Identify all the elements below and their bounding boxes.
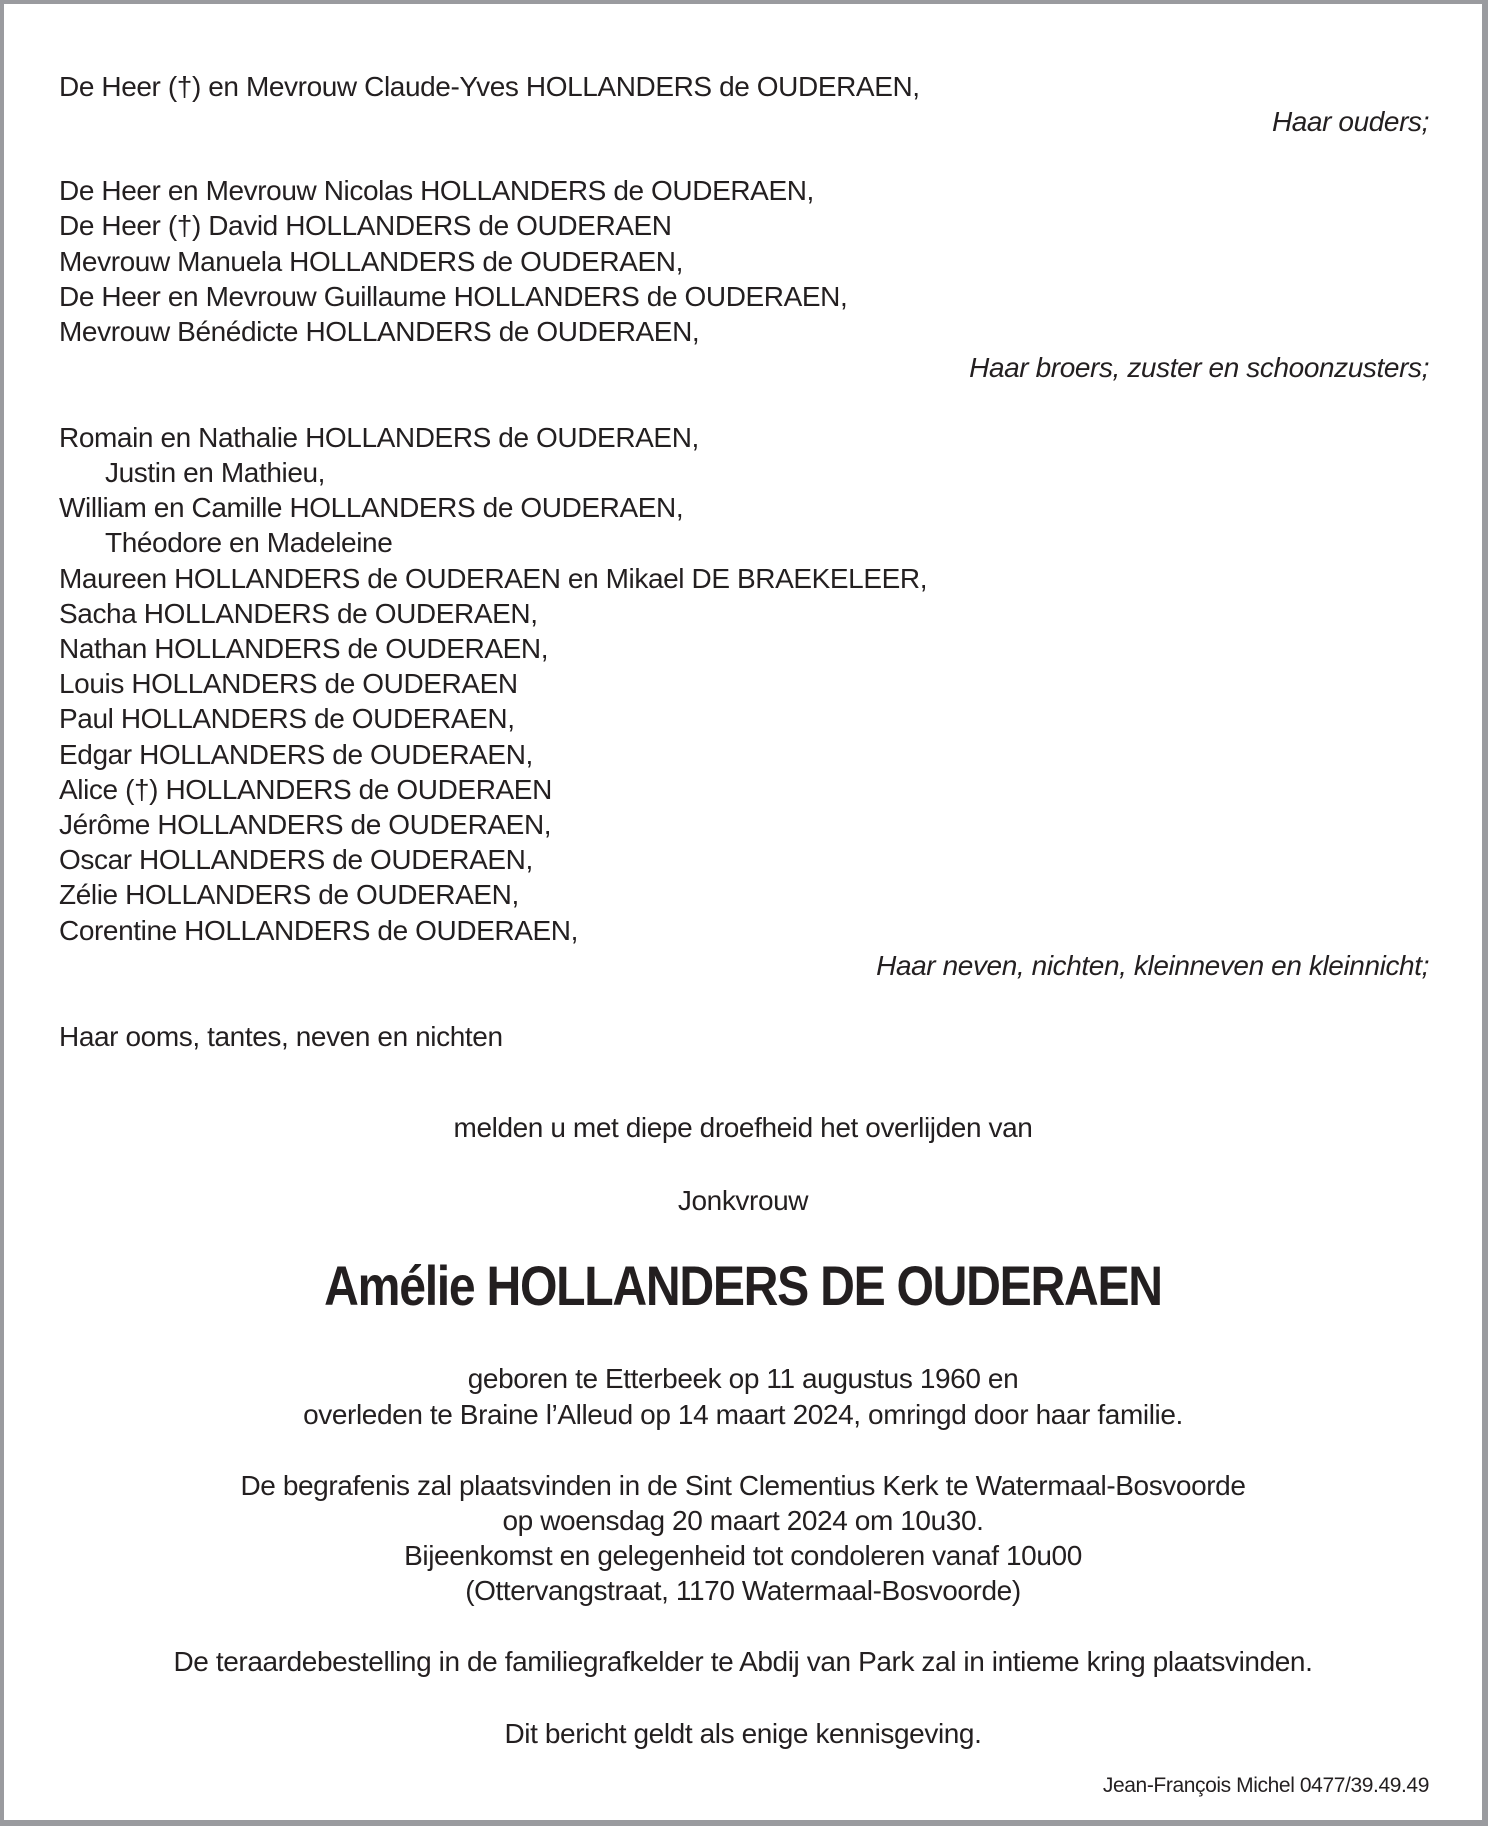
- nephew-line: William en Camille HOLLANDERS de OUDERAEN,: [59, 492, 684, 523]
- deceased-name-text: Amélie HOLLANDERS DE OUDERAEN: [324, 1254, 1162, 1317]
- extended-family-line: Haar ooms, tantes, neven en nichten: [59, 1021, 503, 1052]
- funeral-line: De begrafenis zal plaatsvinden in de Sint Clementius Kerk te Watermaal-Bosvoorde: [240, 1470, 1246, 1501]
- nephew-line: Louis HOLLANDERS de OUDERAEN: [59, 668, 518, 699]
- death-notice: [4, 4, 1482, 1820]
- nephew-line: Alice (†) HOLLANDERS de OUDERAEN: [59, 774, 552, 805]
- nephew-line: Nathan HOLLANDERS de OUDERAEN,: [59, 633, 549, 664]
- funeral-line: op woensdag 20 maart 2024 om 10u30.: [502, 1505, 984, 1536]
- nephew-line: Oscar HOLLANDERS de OUDERAEN,: [59, 844, 533, 875]
- nephew-line-indented: Théodore en Madeleine: [105, 527, 393, 558]
- nephew-line: Romain en Nathalie HOLLANDERS de OUDERAEN,: [59, 422, 699, 453]
- burial-line: De teraardebestelling in de familiegrafkelder te Abdij van Park zal in intieme kring plaatsvinden.: [173, 1646, 1313, 1677]
- undertaker-credit: Jean-François Michel 0477/39.49.49: [1102, 1774, 1429, 1797]
- announcement-line: melden u met diepe droefheid het overlijden van: [453, 1112, 1033, 1143]
- sibling-line: De Heer en Mevrouw Guillaume HOLLANDERS de OUDERAEN,: [59, 281, 848, 312]
- nephew-line: Edgar HOLLANDERS de OUDERAEN,: [59, 739, 533, 770]
- sibling-line: De Heer en Mevrouw Nicolas HOLLANDERS de OUDERAEN,: [59, 175, 814, 206]
- deceased-name: [4, 1254, 1482, 1318]
- honorific: Jonkvrouw: [677, 1185, 809, 1216]
- closing-line: Dit bericht geldt als enige kennisgeving.: [504, 1718, 982, 1749]
- nephew-line: Zélie HOLLANDERS de OUDERAEN,: [59, 879, 519, 910]
- sibling-line: De Heer (†) David HOLLANDERS de OUDERAEN: [59, 210, 672, 241]
- parents-line: De Heer (†) en Mevrouw Claude-Yves HOLLANDERS de OUDERAEN,: [59, 71, 920, 102]
- nephews-role: Haar neven, nichten, kleinneven en kleinnicht;: [876, 950, 1429, 981]
- death-line: overleden te Braine l’Alleud op 14 maart 2024, omringd door haar familie.: [303, 1399, 1183, 1430]
- nephew-line-indented: Justin en Mathieu,: [105, 457, 326, 488]
- nephew-line: Maureen HOLLANDERS de OUDERAEN en Mikael DE BRAEKELEER,: [59, 563, 928, 594]
- nephew-line: Sacha HOLLANDERS de OUDERAEN,: [59, 598, 538, 629]
- funeral-line: Bijeenkomst en gelegenheid tot condoleren vanaf 10u00: [404, 1540, 1082, 1571]
- sibling-line: Mevrouw Bénédicte HOLLANDERS de OUDERAEN,: [59, 316, 700, 347]
- sibling-line: Mevrouw Manuela HOLLANDERS de OUDERAEN,: [59, 246, 683, 277]
- birth-line: geboren te Etterbeek op 11 augustus 1960 en: [467, 1363, 1019, 1394]
- parents-role: Haar ouders;: [1271, 106, 1429, 137]
- nephew-line: Paul HOLLANDERS de OUDERAEN,: [59, 703, 515, 734]
- funeral-address: (Ottervangstraat, 1170 Watermaal-Bosvoorde): [465, 1575, 1021, 1606]
- nephew-line: Jérôme HOLLANDERS de OUDERAEN,: [59, 809, 552, 840]
- nephew-line: Corentine HOLLANDERS de OUDERAEN,: [59, 915, 578, 946]
- siblings-role: Haar broers, zuster en schoonzusters;: [969, 352, 1429, 383]
